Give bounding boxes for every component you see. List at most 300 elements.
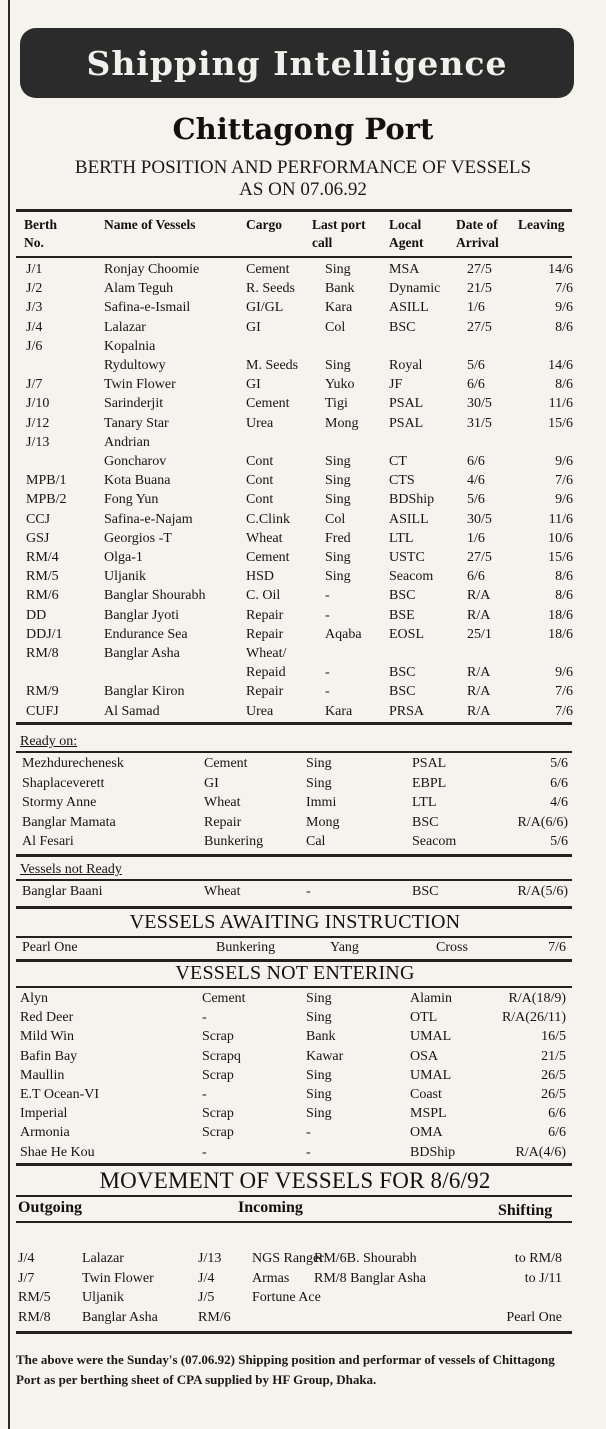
local-agent: EBPL (412, 775, 447, 791)
last-port: Sing (325, 550, 351, 565)
local-agent: OSA (410, 1048, 439, 1064)
vessel-name: Sarinderjit (104, 396, 164, 412)
cargo: Wheat (204, 884, 241, 899)
cargo: Wheat (204, 795, 241, 810)
leaving-date: 7/6 (555, 281, 573, 297)
vessel-name: Alyn (20, 991, 48, 1006)
date: 16/5 (541, 1029, 566, 1045)
table-row (0, 586, 606, 605)
table-row (0, 832, 606, 851)
vessel-name: Alam Teguh (104, 281, 174, 297)
last-port: Sing (325, 358, 351, 373)
cargo: Cont (246, 454, 274, 469)
vessel-name: Lalazar (104, 319, 146, 335)
berth-no: J/4 (26, 319, 43, 335)
last-port: - (325, 684, 330, 700)
leaving-date: 10/6 (548, 530, 573, 546)
table-top-rule (16, 209, 572, 212)
table-row (0, 682, 606, 701)
movement-bottom-rule (16, 1331, 572, 1334)
vessel-name: Kopalnia (104, 338, 156, 354)
outgoing-berth: RM/5 (18, 1290, 51, 1305)
leaving-date: 14/6 (548, 262, 573, 277)
vessel-name: Safina-e-Najam (104, 511, 193, 527)
last-port: Bank (325, 281, 355, 297)
last-port: Immi (306, 795, 337, 810)
leaving-date: 9/6 (555, 300, 573, 316)
vessel-name: Imperial (20, 1106, 68, 1122)
ready-date: R/A(5/6) (517, 884, 568, 899)
last-port: Sing (306, 1106, 332, 1122)
leaving-date: 15/6 (548, 550, 573, 565)
vessel-name: Banglar Kiron (104, 684, 185, 700)
cargo: Scrapq (202, 1048, 241, 1064)
local-agent: Dynamic (389, 281, 441, 297)
local-agent: BSC (389, 665, 416, 681)
local-agent: Royal (389, 358, 423, 373)
col-leaving-header: Leaving (518, 217, 565, 232)
last-port: - (325, 588, 330, 604)
date: R/A(18/9) (508, 991, 566, 1006)
leaving-date: 11/6 (548, 511, 573, 527)
last-port: Fred (325, 530, 351, 546)
incoming-header: Incoming (238, 1199, 303, 1216)
cargo: M. Seeds (246, 358, 299, 373)
berth-no: GSJ (26, 530, 50, 546)
local-agent: JF (389, 377, 403, 393)
banner-title: Shipping Intelligence (86, 43, 508, 83)
table-row (0, 754, 606, 773)
table-row (0, 606, 606, 625)
col-arrival-header-line2: Arrival (456, 235, 499, 250)
vessel-name: Mild Win (20, 1029, 75, 1045)
local-agent: USTC (389, 550, 425, 565)
local-agent: BSE (389, 607, 415, 623)
local-agent: BSC (389, 684, 416, 700)
cargo: Wheat/ (246, 646, 287, 661)
berth-no: J/1 (26, 262, 43, 277)
vessel-name: Shae He Kou (20, 1144, 95, 1160)
table-row (0, 1066, 606, 1085)
not-entering-bottom-rule (16, 1163, 572, 1166)
cargo: GI (246, 377, 261, 393)
vessel-name: Shaplaceverett (22, 775, 105, 791)
last-port: - (325, 607, 330, 623)
vessel-name: Al Fesari (22, 834, 74, 849)
local-agent: MSPL (410, 1106, 447, 1122)
table-row (0, 298, 606, 317)
vessel-name: Banglar Shourabh (104, 588, 206, 604)
cargo: Cement (204, 756, 248, 771)
local-agent: LTL (412, 795, 437, 810)
table-row (0, 938, 606, 957)
cargo: Cement (246, 396, 290, 412)
leaving-date: 18/6 (548, 607, 573, 623)
incoming-vessel: Armas (252, 1270, 290, 1286)
local-agent: BDShip (410, 1144, 456, 1160)
leaving-date: 11/6 (548, 396, 573, 412)
outgoing-berth: RM/8 (18, 1309, 51, 1325)
local-agent: LTL (389, 530, 414, 546)
table-row (0, 1288, 606, 1307)
col-berth-header (24, 216, 57, 252)
col-lastport-header (312, 216, 366, 252)
shifting-header: Shifting (498, 1202, 553, 1219)
col-agent-header-line1: Local (389, 217, 422, 232)
leaving-date: 8/6 (555, 319, 573, 335)
incoming-berth: RM/6 (198, 1309, 231, 1325)
vessel-name: Banglar Baani (22, 884, 103, 899)
vessel-name: Red Deer (20, 1010, 74, 1026)
table-row (0, 702, 606, 721)
last-port: Col (325, 511, 346, 527)
local-agent: PSAL (389, 415, 424, 431)
last-port: - (306, 1144, 311, 1160)
cargo: Scrap (202, 1106, 234, 1122)
table-row (0, 548, 606, 567)
cargo: Cement (202, 991, 246, 1006)
last-port: Sing (306, 1067, 332, 1083)
cargo: C.Clink (246, 511, 290, 527)
arrival-date: 30/5 (467, 511, 492, 527)
last-port: Sing (306, 991, 332, 1006)
vessel-name: Fong Yun (104, 492, 159, 508)
last-port: Sing (325, 454, 351, 469)
movement-title: MOVEMENT OF VESSELS FOR 8/6/92 (99, 1168, 491, 1193)
ready-on-label: Ready on: (20, 734, 78, 749)
local-agent: MSA (389, 262, 420, 277)
arrival-date: R/A (467, 703, 491, 719)
berth-no: RM/5 (26, 569, 59, 585)
table-row (0, 260, 606, 279)
table-row (0, 375, 606, 394)
berth-no: RM/6 (26, 588, 59, 604)
vessel-name: Banglar Mamata (22, 814, 116, 830)
local-agent: PSAL (389, 396, 424, 412)
berth-no: RM/8 (26, 646, 59, 661)
ready-date: R/A(6/6) (517, 814, 568, 830)
arrival-date: 1/6 (467, 530, 485, 546)
vessel-name: Maullin (20, 1067, 65, 1083)
arrival-date: 27/5 (467, 262, 492, 277)
cargo: GI/GL (246, 300, 284, 316)
cargo: Cement (246, 262, 290, 277)
local-agent: Cross (436, 940, 468, 955)
movement-rule (16, 1195, 572, 1197)
last-port: Sing (325, 569, 351, 585)
col-berth-header-line1: Berth (24, 217, 57, 232)
leaving-date: 7/6 (555, 703, 573, 719)
last-port: Sing (325, 473, 351, 489)
vessel-name: Endurance Sea (104, 626, 188, 642)
ready-on-rule (16, 751, 572, 753)
berth-no: CUFJ (26, 703, 59, 719)
last-port: Sing (306, 1087, 332, 1102)
outgoing-vessel: Lalazar (82, 1251, 124, 1266)
leaving-date: 9/6 (555, 665, 573, 681)
shifting-vessel: RM/8 Banglar Asha (314, 1270, 426, 1286)
date: 26/5 (541, 1087, 566, 1102)
table-header-rule (16, 256, 572, 258)
vessel-name: Uljanik (104, 569, 146, 585)
table-row (0, 1308, 606, 1327)
col-agent-header (389, 216, 424, 252)
awaiting-title: VESSELS AWAITING INSTRUCTION (129, 911, 461, 933)
last-port: - (325, 665, 330, 681)
table-row (0, 394, 606, 413)
shifting-destination: to J/11 (524, 1270, 562, 1286)
local-agent: CTS (389, 473, 415, 489)
local-agent: EOSL (389, 626, 424, 642)
last-port: Mong (306, 814, 340, 830)
table-row (0, 1085, 606, 1104)
local-agent: Seacom (412, 834, 457, 849)
cargo: Cont (246, 473, 274, 489)
local-agent: OTL (410, 1010, 438, 1026)
arrival-date: 27/5 (467, 550, 492, 565)
last-port: Sing (306, 775, 332, 791)
table-bottom-rule (16, 722, 572, 725)
leaving-date: 8/6 (555, 588, 573, 604)
leaving-date: 9/6 (555, 492, 573, 508)
cargo: HSD (246, 569, 275, 585)
vessel-name: Mezhdurechenesk (22, 756, 124, 771)
vessel-name: Olga-1 (104, 550, 143, 565)
col-lastport-header-line1: Last port (312, 217, 366, 232)
berth-no: J/10 (26, 396, 50, 412)
shifting-vessel: RM/6B. Shourabh (314, 1251, 417, 1266)
vessel-name: Pearl One (22, 940, 78, 955)
leaving-date: 8/6 (555, 569, 573, 585)
outgoing-berth: J/7 (18, 1270, 35, 1286)
local-agent: BSC (389, 319, 416, 335)
berth-no: RM/4 (26, 550, 59, 565)
local-agent: Seacom (389, 569, 434, 585)
local-agent: PSAL (412, 756, 447, 771)
col-lastport-header-line2: call (312, 235, 333, 250)
berth-no: J/7 (26, 377, 43, 393)
arrival-date: R/A (467, 684, 491, 700)
subtitle-line-1: BERTH POSITION AND PERFORMANCE OF VESSELS (74, 157, 532, 178)
table-row (0, 318, 606, 337)
table-row (0, 452, 606, 471)
subtitle (0, 157, 606, 201)
movement-header-rule (16, 1221, 572, 1223)
table-row (0, 1143, 606, 1162)
berth-no: RM/9 (26, 684, 59, 700)
cargo: Scrap (202, 1029, 234, 1045)
last-port: Kara (325, 300, 353, 316)
last-port: Mong (325, 415, 359, 431)
cargo: Urea (246, 415, 274, 431)
cargo: Scrap (202, 1067, 234, 1083)
date: 26/5 (541, 1067, 566, 1083)
last-port: Sing (325, 492, 351, 508)
cargo: Repair (246, 607, 284, 623)
arrival-date: 4/6 (467, 473, 485, 489)
table-row (0, 471, 606, 490)
last-port: Tigi (325, 396, 348, 412)
table-row (0, 1008, 606, 1027)
leaving-date: 9/6 (555, 454, 573, 469)
table-row (0, 882, 606, 901)
arrival-date: 27/5 (467, 319, 492, 335)
vessel-name: Safina-e-Ismail (104, 300, 191, 316)
last-port: Aqaba (325, 626, 362, 642)
col-berth-header-line2: No. (24, 235, 44, 250)
vessel-name: Banglar Jyoti (104, 607, 180, 623)
vessel-name: Tanary Star (104, 415, 169, 431)
last-port: Yang (330, 940, 359, 955)
cargo: Cement (246, 550, 290, 565)
col-agent-header-line2: Agent (389, 235, 424, 250)
footer-note: The above were the Sunday's (07.06.92) Shipping position and performar of vessels of Chittagong Port as per berthing sheet of CPA supplied by HF Group, Dhaka. (16, 1352, 555, 1387)
vessel-name: Stormy Anne (22, 795, 97, 810)
last-port: Sing (306, 1010, 332, 1026)
arrival-date: 5/6 (467, 492, 485, 508)
cargo: Repaid (246, 665, 286, 681)
table-row (0, 567, 606, 586)
vessel-name: Rydultowy (104, 358, 166, 373)
table-row (0, 625, 606, 644)
leaving-date: 18/6 (548, 626, 573, 642)
table-row (0, 529, 606, 548)
arrival-date: 30/5 (467, 396, 492, 412)
local-agent: ASILL (389, 300, 429, 316)
incoming-vessel: NGS Ranger (252, 1251, 324, 1266)
outgoing-vessel: Twin Flower (82, 1270, 154, 1286)
leaving-date: 14/6 (548, 358, 573, 373)
cargo: Repair (204, 814, 242, 830)
ready-on-bottom-rule (16, 854, 572, 857)
local-agent: BDShip (389, 492, 435, 508)
berth-no: J/6 (26, 338, 43, 354)
table-row (0, 356, 606, 375)
ready-date: 4/6 (550, 795, 568, 810)
berth-no: MPB/2 (26, 492, 67, 508)
table-row (0, 793, 606, 812)
leaving-date: 7/6 (555, 684, 573, 700)
not-ready-rule (16, 879, 572, 881)
ready-date: 5/6 (550, 834, 568, 849)
table-row (0, 774, 606, 793)
col-arrival-header (456, 216, 499, 252)
date: R/A(4/6) (515, 1144, 566, 1160)
cargo: Repair (246, 684, 284, 700)
incoming-berth: J/4 (198, 1270, 215, 1286)
page-title: Chittagong Port (172, 112, 434, 146)
outgoing-berth: J/4 (18, 1251, 35, 1266)
local-agent: UMAL (410, 1029, 452, 1045)
table-row (0, 644, 606, 663)
last-port: Bank (306, 1029, 336, 1045)
arrival-date: 31/5 (467, 415, 492, 431)
arrival-date: R/A (467, 607, 491, 623)
berth-no: J/3 (26, 300, 43, 316)
vessel-name: Twin Flower (104, 377, 176, 393)
col-cargo-header: Cargo (246, 217, 282, 232)
last-port: - (306, 884, 311, 899)
last-port: Cal (306, 834, 326, 849)
local-agent: PRSA (389, 703, 425, 719)
vessel-name: Al Samad (104, 703, 160, 719)
table-row (0, 1027, 606, 1046)
incoming-berth: J/5 (198, 1290, 215, 1305)
table-row (0, 433, 606, 452)
cargo: Bunkering (216, 940, 276, 955)
date: 7/6 (548, 940, 566, 955)
not-entering-title: VESSELS NOT ENTERING (175, 962, 415, 984)
cargo: GI (246, 319, 261, 335)
berth-no: CCJ (26, 511, 51, 527)
cargo: R. Seeds (246, 281, 295, 297)
vessel-name: Armonia (20, 1125, 70, 1141)
subtitle-line-2: AS ON 07.06.92 (239, 179, 367, 200)
outgoing-vessel: Uljanik (82, 1290, 124, 1305)
arrival-date: R/A (467, 588, 491, 604)
date: 21/5 (541, 1048, 566, 1064)
table-row (0, 663, 606, 682)
vessel-name: Goncharov (104, 454, 167, 469)
vessel-name: Andrian (104, 434, 150, 450)
berth-no: J/12 (26, 415, 50, 431)
outgoing-vessel: Banglar Asha (82, 1309, 158, 1325)
cargo: Bunkering (204, 834, 264, 849)
table-row (0, 989, 606, 1008)
not-entering-rule (16, 986, 572, 988)
vessel-name: Kota Buana (104, 473, 171, 489)
shifting-destination: to RM/8 (514, 1251, 562, 1266)
local-agent: BSC (412, 814, 439, 830)
cargo: Cont (246, 492, 274, 508)
col-name-header: Name of Vessels (104, 217, 196, 232)
local-agent: BSC (389, 588, 416, 604)
cargo: Urea (246, 703, 274, 719)
vessel-name: Ronjay Choomie (104, 262, 200, 277)
date: 6/6 (548, 1106, 566, 1122)
ready-date: 6/6 (550, 775, 568, 791)
not-ready-label: Vessels not Ready (20, 862, 122, 877)
table-row (0, 1047, 606, 1066)
cargo: GI (204, 775, 219, 791)
table-row (0, 1123, 606, 1142)
table-row (0, 337, 606, 356)
arrival-date: 6/6 (467, 377, 485, 393)
table-row (0, 414, 606, 433)
berth-no: J/13 (26, 434, 50, 450)
outgoing-header: Outgoing (18, 1199, 83, 1216)
local-agent: OMA (410, 1125, 443, 1141)
cargo: Repair (246, 626, 284, 642)
date: 6/6 (548, 1125, 566, 1141)
ready-date: 5/6 (550, 756, 568, 771)
vessel-name: Georgios -T (104, 530, 172, 546)
incoming-vessel: Fortune Ace (252, 1290, 321, 1305)
col-arrival-header-line1: Date of (456, 217, 498, 232)
vessel-name: Banglar Asha (104, 646, 180, 661)
local-agent: CT (389, 454, 407, 469)
cargo: C. Oil (246, 588, 281, 604)
vessel-name: Bafin Bay (20, 1048, 78, 1064)
local-agent: Alamin (410, 991, 452, 1006)
local-agent: ASILL (389, 511, 429, 527)
local-agent: UMAL (410, 1067, 452, 1083)
date: R/A(26/11) (501, 1010, 566, 1026)
arrival-date: 6/6 (467, 569, 485, 585)
table-row (0, 813, 606, 832)
table-row (0, 1104, 606, 1123)
arrival-date: 21/5 (467, 281, 492, 297)
